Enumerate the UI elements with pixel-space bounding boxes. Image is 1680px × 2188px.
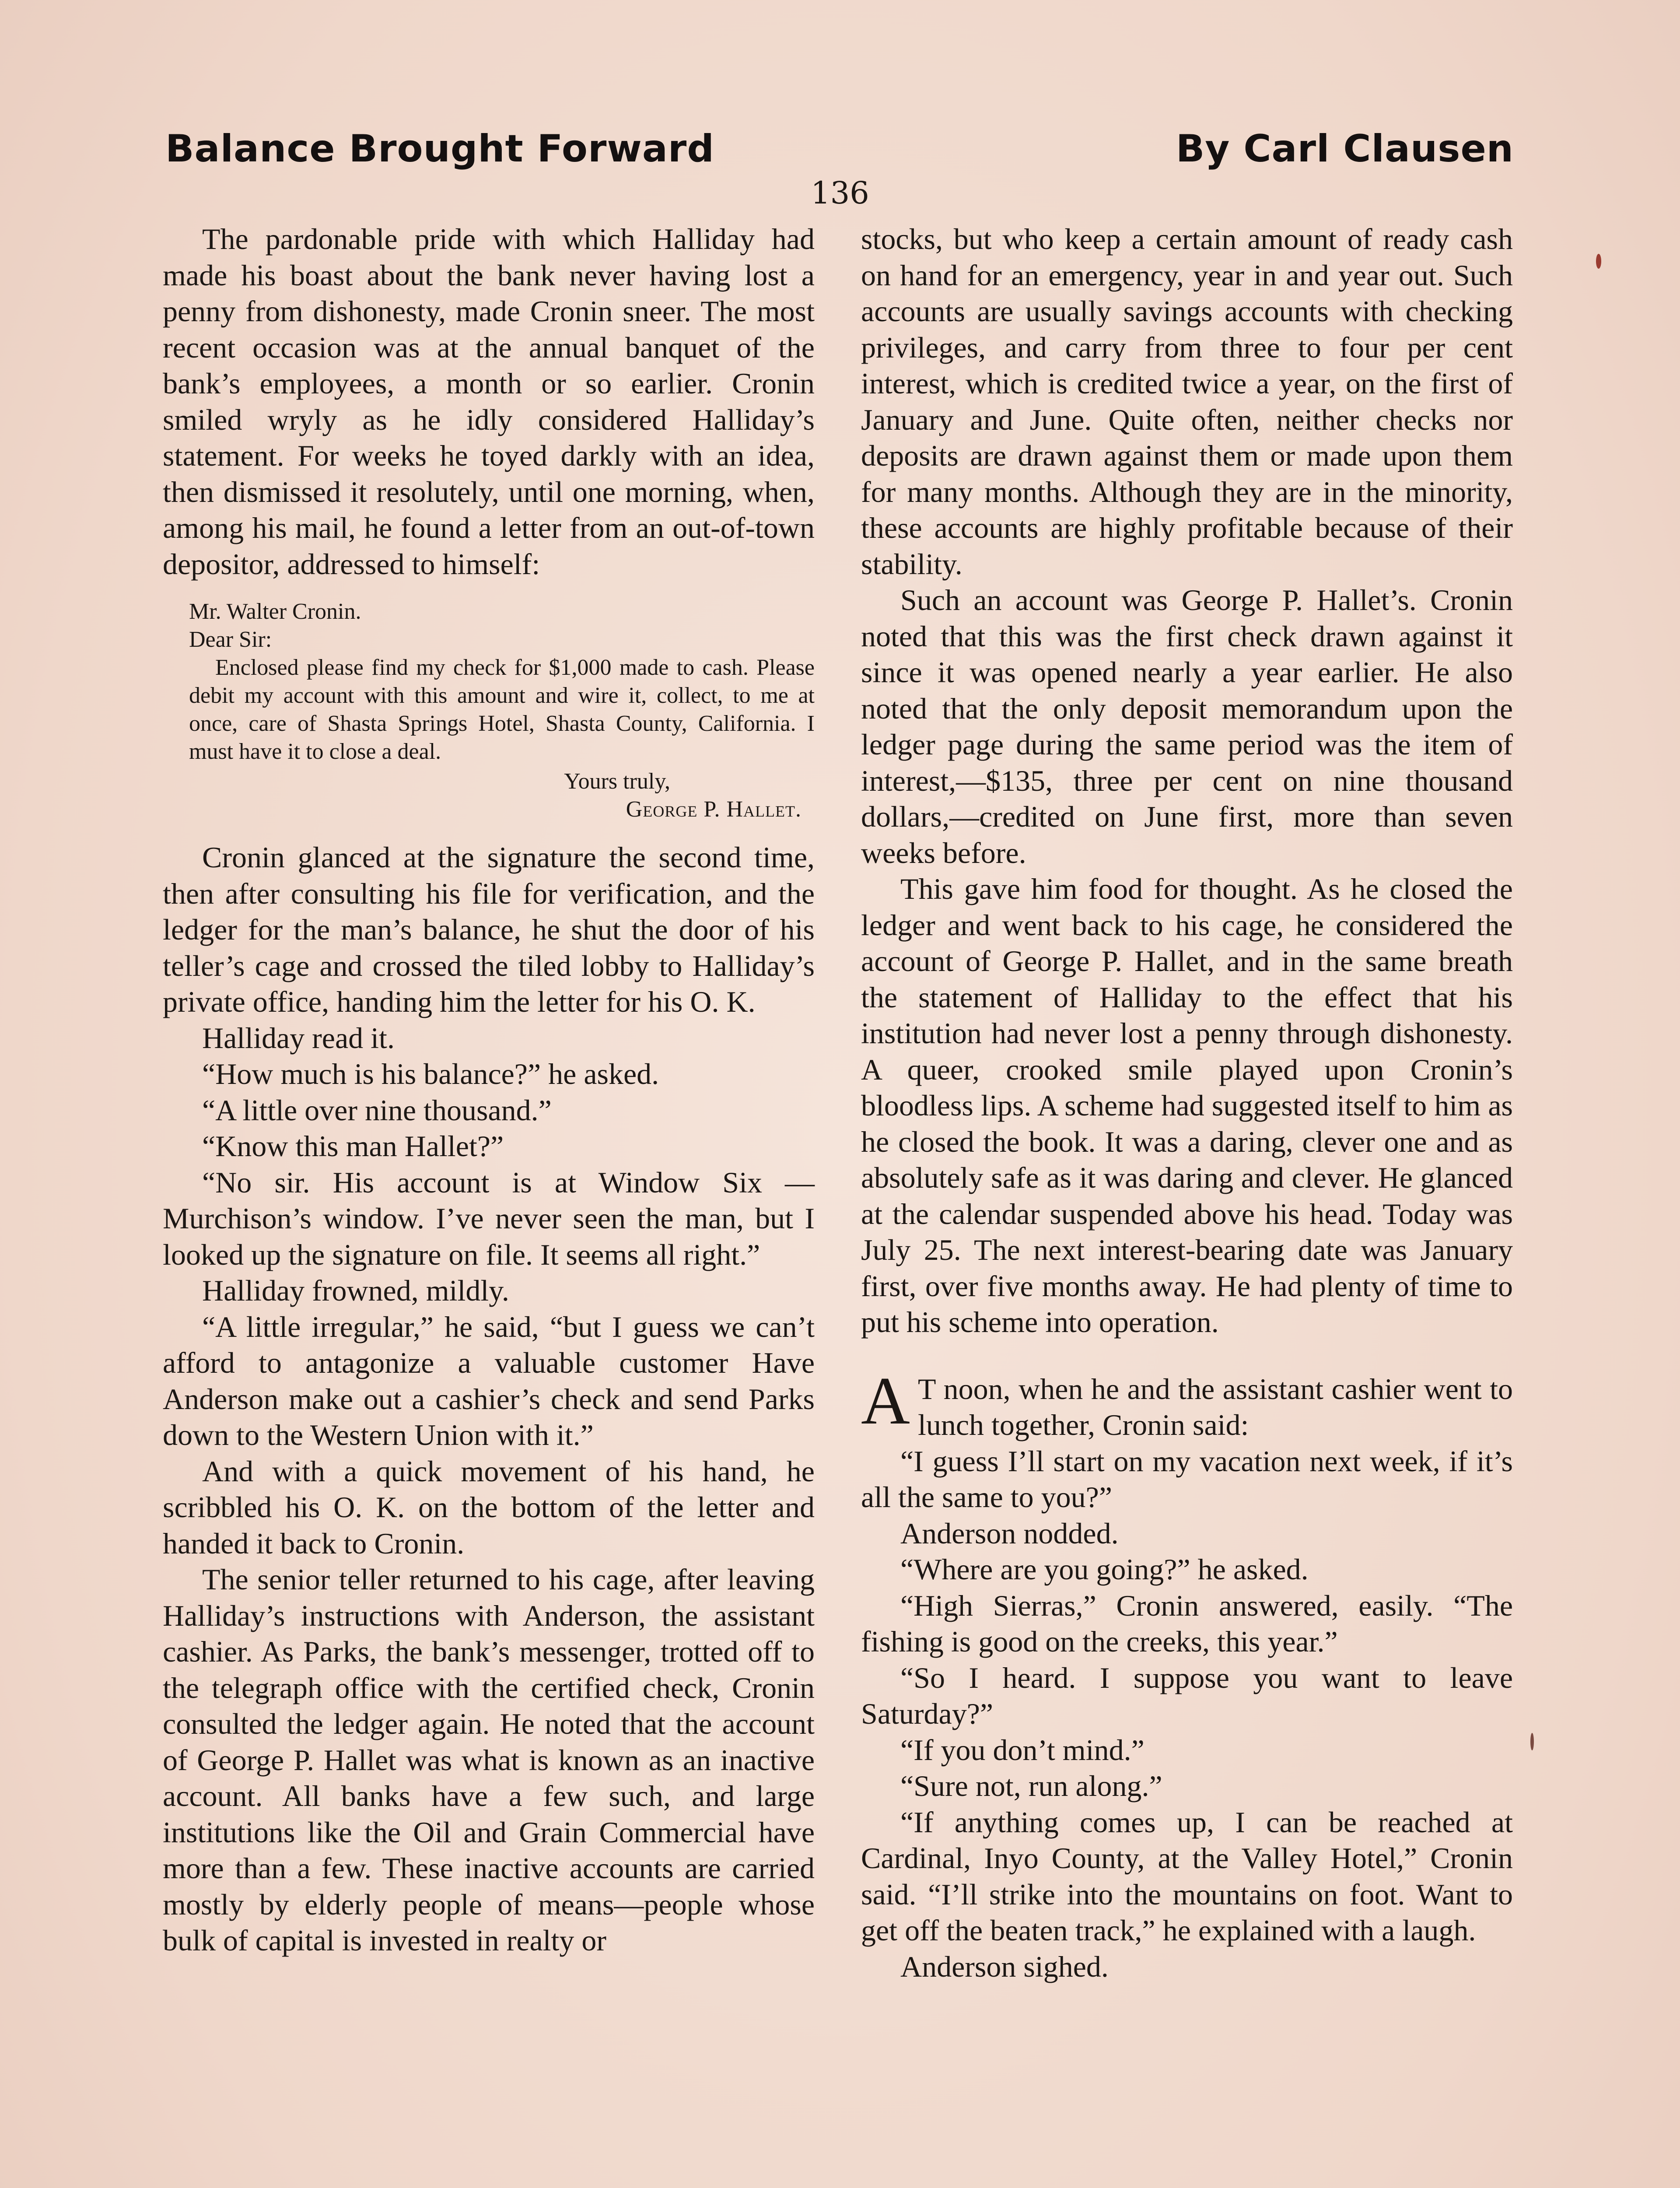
paragraph: “I guess I’ll start on my vacation next week, if it’s all the same to you?” bbox=[861, 1444, 1513, 1514]
paragraph: “Where are you going?” he asked. bbox=[900, 1553, 1309, 1586]
paragraph: The senior teller returned to his cage, after leaving Halliday’s instructions with Anderson, the assistant cashier. As Parks, the bank’s messenger, trotted off to the telegraph office with the certified check, Cronin consulted the ledger again. He noted that the account of George P. Hallet was what is known as an inactive account. All banks have a few such, and large institutions like the Oil and Grain Commercial have more than a few. These inactive accounts are carried mostly by elderly people of means—people whose bulk of capital is invested in realty or bbox=[163, 1563, 815, 1957]
paragraph bbox=[861, 1363, 1513, 1443]
paragraph: Halliday frowned, mildly. bbox=[202, 1274, 509, 1307]
story-title: Balance Brought Forward bbox=[165, 127, 714, 171]
paragraph: This gave him food for thought. As he closed the ledger and went back to his cage, he considered the account of George P. Hallet, and in the same breath the statement of Halliday to the effect that his institution had never lost a penny through dishonesty. A queer, crooked smile played upon Cronin’s bloodless lips. A scheme had suggested itself to him as he closed the book. It was a daring, clever one and as absolutely safe as it was daring and clever. He glanced at the calendar suspended above his head. Today was July 25. The next interest-bearing date was January first, over five months away. He had plenty of time to put his scheme into operation. bbox=[861, 872, 1513, 1339]
paragraph: The pardonable pride with which Halliday had made his boast about the bank never having lost a penny from dishonesty, made Cronin sneer. The most recent occasion was at the annual banquet of the bank’s employees, a month or so earlier. Cronin smiled wryly as he idly considered Halliday’s statement. For weeks he toyed darkly with an idea, then dismissed it resolutely, until one morning, when, among his mail, he found a letter from an out-of-town depositor, addressed to himself: bbox=[163, 222, 815, 581]
paragraph: stocks, but who keep a certain amount of ready cash on hand for an emergency, year in and year out. Such accounts are usually savings accounts with checking privileges, and carry from three to four per cent interest, which is credited twice a year, on the first of January and June. Quite often, neither checks nor deposits are drawn against them or made upon them for many months. Although they are in the minority, these accounts are highly profitable because of their stability. bbox=[861, 222, 1513, 581]
left-column bbox=[163, 221, 815, 1959]
section-break bbox=[861, 1340, 1513, 1371]
letter-addressee: Mr. Walter Cronin. bbox=[189, 599, 361, 624]
paragraph: “If you don’t mind.” bbox=[900, 1733, 1144, 1767]
paragraph: And with a quick movement of his hand, he scribbled his O. K. on the bottom of the letter and handed it back to Cronin. bbox=[163, 1454, 815, 1560]
story-author: By Carl Clausen bbox=[1176, 127, 1514, 171]
paragraph: Anderson nodded. bbox=[900, 1516, 1119, 1550]
paragraph-text: T noon, when he and the assistant cashier went to lunch together, Cronin said: bbox=[917, 1372, 1513, 1441]
paragraph: “Sure not, run along.” bbox=[900, 1769, 1162, 1802]
right-column bbox=[861, 221, 1513, 1985]
quoted-letter bbox=[189, 598, 815, 824]
letter-closing: Yours truly, bbox=[564, 769, 670, 794]
paragraph: “If anything comes up, I can be reached at Cardinal, Inyo County, at the Valley Hotel,” Cronin said. “I’ll strike into the mountains on foot. Want to get off the beaten track,” he explained with a laugh. bbox=[861, 1805, 1513, 1947]
paragraph: “A little over nine thousand.” bbox=[202, 1093, 552, 1127]
paragraph: “How much is his balance?” he asked. bbox=[202, 1057, 659, 1090]
paragraph: “Know this man Hallet?” bbox=[202, 1129, 504, 1163]
page-number: 136 bbox=[811, 175, 869, 211]
paragraph: “A little irregular,” he said, “but I guess we can’t afford to antagonize a valuable customer Have Anderson make out a cashier’s check and send Parks down to the Western Union with it.” bbox=[163, 1310, 815, 1452]
letter-salutation: Dear Sir: bbox=[189, 627, 272, 652]
paragraph: “No sir. His account is at Window Six —Murchison’s window. I’ve never seen the man, but I looked up the signature on file. It seems all right.” bbox=[163, 1165, 815, 1271]
paragraph: Cronin glanced at the signature the second time, then after consulting his file for verification, and the ledger for the man’s balance, he shut the door of his teller’s cage and crossed the tiled lobby to Halliday’s private office, handing him the letter for his O. K. bbox=[163, 841, 815, 1018]
paragraph: “High Sierras,” Cronin answered, easily. “The fishing is good on the creeks, this year.” bbox=[861, 1588, 1513, 1658]
paragraph: Halliday read it. bbox=[202, 1021, 395, 1055]
letter-body: Enclosed please find my check for $1,000 made to cash. Please debit my account with this amount and wire it, collect, to me at once, care of Shasta Springs Hotel, Shasta County, California. I must have it to close a deal. bbox=[189, 655, 815, 764]
letter-signature: George P. Hallet. bbox=[626, 797, 802, 822]
drop-cap: A bbox=[861, 1363, 910, 1438]
paper-speck bbox=[1530, 1733, 1534, 1750]
paragraph: “So I heard. I suppose you want to leave Saturday?” bbox=[861, 1661, 1513, 1730]
paper-speck bbox=[1596, 254, 1601, 269]
paragraph: Anderson sighed. bbox=[900, 1950, 1109, 1983]
paragraph: Such an account was George P. Hallet’s. Cronin noted that this was the first check drawn against it since it was opened nearly a year earlier. He also noted that the only deposit memorandum upon the ledger page during the same period was the item of interest,—$135, three per cent on nine thousand dollars,—credited on June first, more than seven weeks before. bbox=[861, 583, 1513, 870]
